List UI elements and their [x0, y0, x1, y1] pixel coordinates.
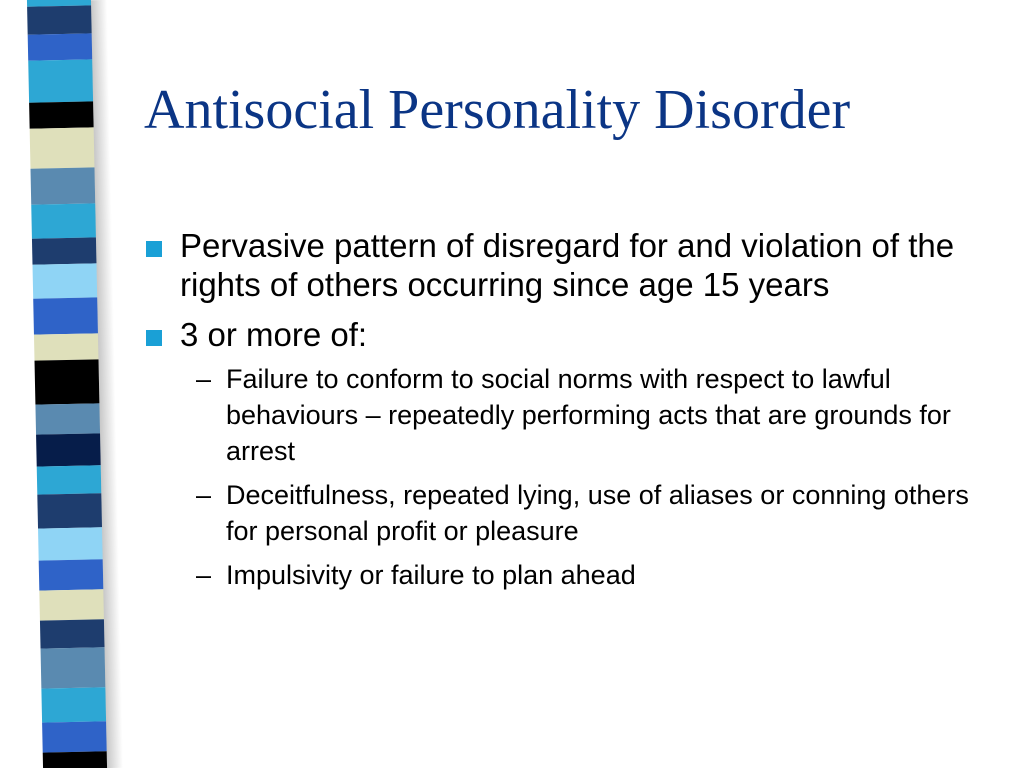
- sub-bullet-item: [146, 361, 986, 469]
- sub-bullet-text: Deceitfulness, repeated lying, use of aliases or conning others for personal profit or pleasure: [226, 480, 969, 546]
- sub-bullet-item: [146, 557, 986, 593]
- stripe-block: [35, 359, 100, 404]
- stripe-block: [42, 721, 107, 752]
- stripe-block: [31, 203, 96, 238]
- sub-bullet-list: [146, 361, 1006, 593]
- stripe-block: [28, 33, 93, 60]
- stripe-block: [33, 297, 98, 334]
- sub-bullet-text: Failure to conform to social norms with respect to lawful behaviours – repeatedly performing acts that are grounds for arrest: [226, 364, 951, 466]
- bullet-text: 3 or more of:: [180, 316, 368, 353]
- stripe-block: [41, 687, 106, 722]
- stripe-block: [30, 167, 95, 204]
- stripe-block: [34, 333, 99, 360]
- stripe-block: [35, 403, 100, 434]
- bullet-text: Pervasive pattern of disregard for and violation of the rights of others occurring since age 15 years: [180, 227, 955, 303]
- stripe-block: [30, 127, 95, 168]
- stripe-block: [37, 493, 102, 528]
- stripe-block: [41, 647, 106, 688]
- sub-bullet-text: Impulsivity or failure to plan ahead: [226, 560, 636, 590]
- square-bullet-icon: [146, 241, 162, 257]
- sub-bullet-item: [146, 477, 986, 549]
- square-bullet-icon: [146, 330, 162, 346]
- stripe-block: [39, 589, 104, 620]
- bullet-item: [146, 315, 1006, 354]
- stripe-block: [38, 527, 103, 560]
- stripe-block: [32, 237, 97, 264]
- slide-content: [146, 226, 1006, 601]
- bullet-item: [146, 226, 1006, 304]
- stripe-block: [36, 433, 101, 466]
- dash-bullet-icon: –: [196, 560, 212, 590]
- stripe-block: [39, 559, 104, 590]
- stripe-block: [29, 101, 94, 128]
- dash-bullet-icon: –: [196, 364, 212, 394]
- stripe-block: [43, 751, 108, 768]
- dash-bullet-icon: –: [196, 480, 212, 510]
- stripe-block: [40, 619, 105, 648]
- stripe-block: [28, 59, 93, 102]
- stripe-block: [27, 5, 92, 34]
- stripe-block: [32, 263, 97, 298]
- slide-title: Antisocial Personality Disorder: [144, 79, 851, 141]
- stripe-block: [37, 465, 102, 494]
